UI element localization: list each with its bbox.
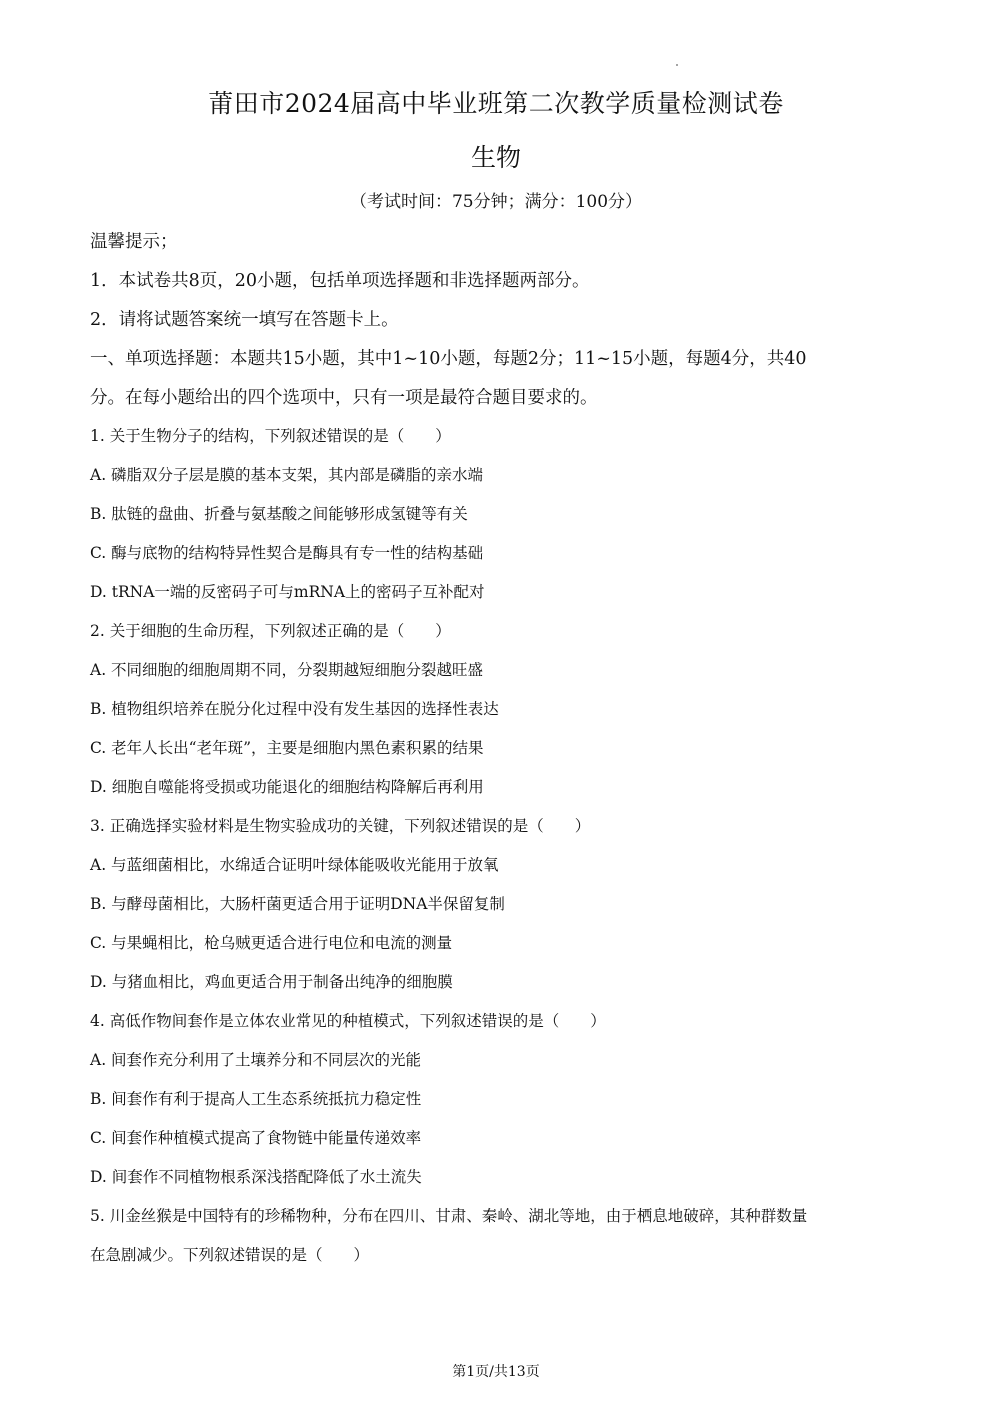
question-4-stem: 4. 高低作物间套作是立体农业常见的种植模式，下列叙述错误的是（ ） bbox=[90, 1012, 606, 1030]
question-1-option-c: C. 酶与底物的结构特异性契合是酶具有专一性的结构基础 bbox=[90, 544, 484, 562]
tip-2: 2．请将试题答案统一填写在答题卡上。 bbox=[90, 310, 399, 330]
section-heading-line1: 一、单项选择题：本题共15小题，其中1~10小题，每题2分；11~15小题，每题4分，共40 bbox=[90, 349, 807, 369]
question-2-option-b: B. 植物组织培养在脱分化过程中没有发生基因的选择性表达 bbox=[90, 700, 499, 718]
question-3-option-b: B. 与酵母菌相比，大肠杆菌更适合用于证明DNA半保留复制 bbox=[90, 895, 505, 913]
question-2-option-a: A. 不同细胞的细胞周期不同，分裂期越短细胞分裂越旺盛 bbox=[90, 661, 484, 679]
section-heading-line2: 分。在每小题给出的四个选项中，只有一项是最符合题目要求的。 bbox=[90, 388, 598, 408]
question-1-stem: 1. 关于生物分子的结构，下列叙述错误的是（ ） bbox=[90, 427, 451, 445]
page-footer: 第1页/共13页 bbox=[452, 1364, 540, 1380]
question-1-option-b: B. 肽链的盘曲、折叠与氨基酸之间能够形成氢键等有关 bbox=[90, 505, 468, 523]
question-2-option-d: D. 细胞自噬能将受损或功能退化的细胞结构降解后再利用 bbox=[90, 778, 484, 796]
question-2-stem: 2. 关于细胞的生命历程，下列叙述正确的是（ ） bbox=[90, 622, 451, 640]
tip-1: 1．本试卷共8页，20小题，包括单项选择题和非选择题两部分。 bbox=[90, 271, 590, 291]
question-3-option-d: D. 与猪血相比，鸡血更适合用于制备出纯净的细胞膜 bbox=[90, 973, 453, 991]
question-1-option-a: A. 磷脂双分子层是膜的基本支架，其内部是磷脂的亲水端 bbox=[90, 466, 484, 484]
question-4-option-a: A. 间套作充分利用了土壤养分和不同层次的光能 bbox=[90, 1051, 422, 1069]
question-4-option-d: D. 间套作不同植物根系深浅搭配降低了水土流失 bbox=[90, 1168, 422, 1186]
question-3-stem: 3. 正确选择实验材料是生物实验成功的关键，下列叙述错误的是（ ） bbox=[90, 817, 591, 835]
question-3-option-c: C. 与果蝇相比，枪乌贼更适合进行电位和电流的测量 bbox=[90, 934, 453, 952]
exam-title: 莆田市2024届高中毕业班第二次教学质量检测试卷 bbox=[208, 89, 784, 118]
subject-title: 生物 bbox=[470, 143, 521, 172]
scan-dot bbox=[676, 64, 678, 66]
exam-info: （考试时间：75分钟；满分：100分） bbox=[349, 192, 643, 212]
tips-heading: 温馨提示； bbox=[90, 232, 178, 252]
question-5-stem-line1: 5. 川金丝猴是中国特有的珍稀物种，分布在四川、甘肃、秦岭、湖北等地，由于栖息地破碎，其种群数量 bbox=[90, 1207, 808, 1225]
question-3-option-a: A. 与蓝细菌相比，水绵适合证明叶绿体能吸收光能用于放氧 bbox=[90, 856, 499, 874]
question-1-option-d: D. tRNA一端的反密码子可与mRNA上的密码子互补配对 bbox=[90, 583, 485, 601]
question-4-option-c: C. 间套作种植模式提高了食物链中能量传递效率 bbox=[90, 1129, 422, 1147]
question-4-option-b: B. 间套作有利于提高人工生态系统抵抗力稳定性 bbox=[90, 1090, 422, 1108]
question-2-option-c: C. 老年人长出“老年斑”，主要是细胞内黑色素积累的结果 bbox=[90, 739, 484, 757]
question-5-stem-line2: 在急剧减少。下列叙述错误的是（ ） bbox=[90, 1246, 370, 1264]
